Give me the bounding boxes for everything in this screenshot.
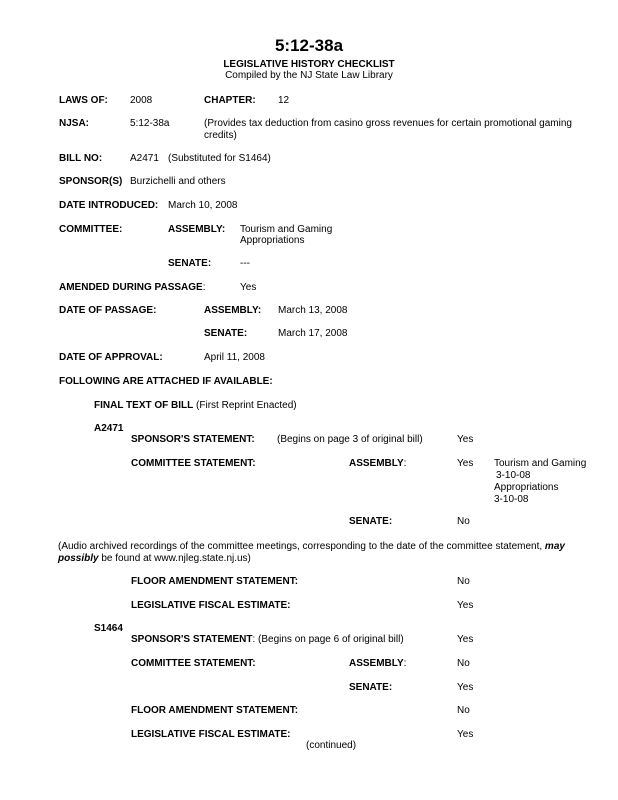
attached-heading: FOLLOWING ARE ATTACHED IF AVAILABLE: [59,376,273,387]
s1464-sponsor-row [131,634,404,646]
approval-label: DATE OF APPROVAL: [59,352,163,363]
s1464-floor-value: No [457,705,470,716]
continued-note: (continued) [306,740,357,751]
page-title: 5:12-38a [274,36,344,55]
a2471-senate-value: No [457,516,470,527]
audio-note-part1: (Audio archived recordings of the committee meetings, corresponding to the date of the committee statement, [58,541,543,552]
s1464-fiscal-label: LEGISLATIVE FISCAL ESTIMATE: [131,729,291,740]
amended-label-row [59,282,206,294]
a2471-bill-label: A2471 [94,423,124,434]
s1464-bill-label: S1464 [94,623,123,634]
approval-value: April 11, 2008 [204,352,265,363]
date-introduced-value: March 10, 2008 [168,200,238,211]
a2471-floor-label: FLOOR AMENDMENT STATEMENT: [131,576,299,587]
date-introduced-label: DATE INTRODUCED: [59,200,159,211]
committee-assembly-line1: Tourism and Gaming [240,224,333,235]
amended-value: Yes [240,282,257,293]
s1464-fiscal-value: Yes [457,729,474,740]
s1464-senate-value: Yes [457,682,474,693]
committee-label: COMMITTEE: [59,224,123,235]
a2471-sponsor-label: SPONSOR'S STATEMENT: [131,434,255,445]
bill-substituted: (Substituted for S1464) [168,153,271,164]
compiled-by: Compiled by the NJ State Law Library [225,70,393,81]
passage-assembly-value: March 13, 2008 [278,305,348,316]
passage-senate-value: March 17, 2008 [278,328,348,339]
a2471-assembly-label: ASSEMBLY [349,458,404,469]
chapter-value: 12 [278,95,290,106]
s1464-committee-label: COMMITTEE STATEMENT: [131,658,256,669]
laws-of-value: 2008 [130,95,153,106]
a2471-senate-label: SENATE: [349,516,393,527]
s1464-senate-label: SENATE: [349,682,393,693]
s1464-assembly-row [349,658,406,670]
njsa-description: (Provides tax deduction from casino gross revenues for certain promotional gaming credits) [204,118,572,141]
a2471-fiscal-value: Yes [457,600,474,611]
committee-senate-label: SENATE: [168,258,212,269]
amended-label: AMENDED DURING PASSAGE [59,282,203,293]
s1464-sponsor-value: Yes [457,634,474,645]
njsa-label: NJSA: [59,118,90,129]
laws-of-label: LAWS OF: [59,95,108,106]
bill-no-label: BILL NO: [59,153,103,164]
a2471-committee-line1: Tourism and Gaming [494,458,587,469]
s1464-sponsor-note: : (Begins on page 6 of original bill) [252,634,404,645]
final-text-label: FINAL TEXT OF BILL [94,400,194,411]
a2471-fiscal-label: LEGISLATIVE FISCAL ESTIMATE: [131,600,291,611]
s1464-sponsor-label: SPONSOR'S STATEMENT [131,634,253,645]
passage-label: DATE OF PASSAGE: [59,305,157,316]
s1464-assembly-colon: : [403,658,407,669]
a2471-committee-line3: Appropriations [494,482,559,493]
committee-assembly-line2: Appropriations [240,235,305,246]
s1464-assembly-value: No [457,658,470,669]
a2471-committee-label: COMMITTEE STATEMENT: [131,458,256,469]
s1464-assembly-label: ASSEMBLY [349,658,404,669]
committee-senate-value: --- [240,258,250,269]
amended-colon: : [202,282,206,293]
a2471-sponsor-value: Yes [457,434,474,445]
final-text-row [94,400,297,412]
s1464-floor-label: FLOOR AMENDMENT STATEMENT: [131,705,299,716]
sponsors-value: Burzichelli and others [130,176,226,187]
chapter-label: CHAPTER: [204,95,256,106]
committee-assembly-label: ASSEMBLY: [168,224,226,235]
audio-note-emphasis: may possibly [58,541,565,564]
a2471-floor-value: No [457,576,470,587]
sponsors-label: SPONSOR(S) [59,176,123,187]
audio-note-part2: be found at www.njleg.state.nj.us) [101,553,251,564]
njsa-value: 5:12-38a [130,118,170,129]
bill-no-value: A2471 [130,153,159,164]
a2471-committee-line4: 3-10-08 [494,494,529,505]
audio-note [58,541,603,565]
a2471-assembly-value: Yes [457,458,474,469]
a2471-assembly-row [349,458,406,470]
a2471-committee-line2: 3-10-08 [496,470,531,481]
a2471-assembly-colon: : [403,458,407,469]
document-subtitle: LEGISLATIVE HISTORY CHECKLIST [223,59,395,70]
a2471-sponsor-note: (Begins on page 3 of original bill) [277,434,423,445]
passage-assembly-label: ASSEMBLY: [204,305,262,316]
final-text-note: (First Reprint Enacted) [196,400,297,411]
passage-senate-label: SENATE: [204,328,248,339]
